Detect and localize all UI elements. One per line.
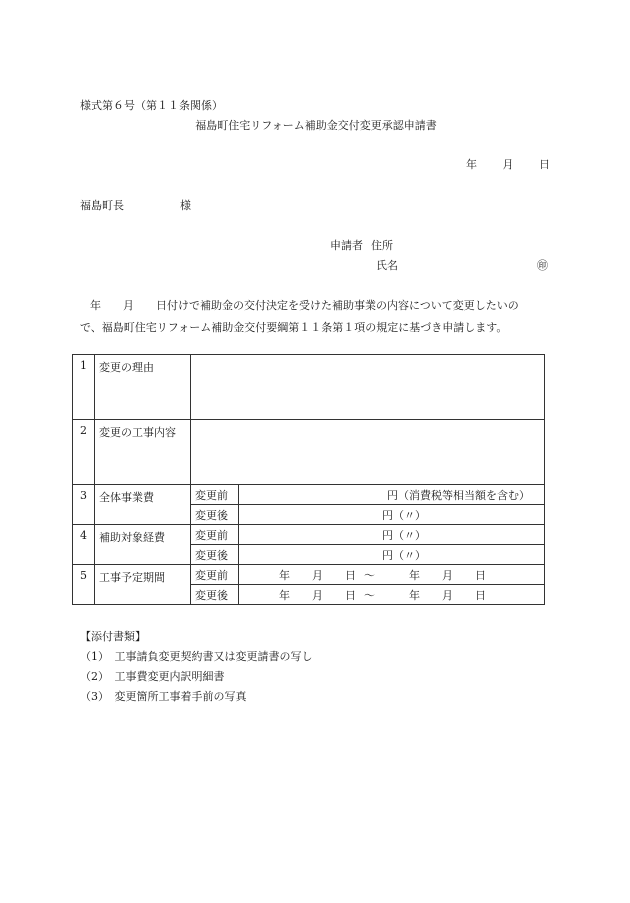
row-number: 4 [73, 525, 95, 565]
body-line-2: で、福島町住宅リフォーム補助金交付要綱第１１条第１項の規定に基づき申請します。 [80, 321, 508, 334]
period-tilde: 〜 [364, 568, 375, 582]
period-month: 月 [442, 568, 453, 582]
content-cell [191, 420, 545, 485]
row-number: 2 [73, 420, 95, 485]
table-row [73, 525, 545, 545]
row-item: 変更の工事内容 [95, 420, 191, 485]
amount-cell: 円（消費税等相当額を含む） [239, 485, 545, 505]
address-label: 住所 [371, 239, 393, 252]
period-cell [239, 585, 545, 605]
date-line [452, 156, 550, 172]
document-title: 福島町住宅リフォーム補助金交付変更承認申請書 [195, 119, 437, 132]
amount-cell: 円（〃） [239, 525, 545, 545]
period-day: 日 [475, 588, 486, 602]
before-label: 変更前 [191, 565, 239, 585]
change-details-table [72, 354, 545, 605]
period-cell [239, 565, 545, 585]
period-year: 年 [409, 588, 420, 602]
row-item: 工事予定期間 [95, 565, 191, 605]
reason-cell [191, 355, 545, 420]
period-year: 年 [279, 588, 290, 602]
row-item: 変更の理由 [95, 355, 191, 420]
applicant-name-label: 氏名 [376, 259, 398, 272]
applicant-label: 申請者 [330, 239, 363, 252]
attachment-item: （1） 工事請負変更契約書又は変更請書の写し [80, 650, 313, 663]
body-paragraph [80, 295, 552, 339]
seal-mark: ㊞ [537, 259, 548, 272]
date-month: 月 [502, 158, 514, 171]
addressee [80, 197, 191, 213]
attachment-item: （3） 変更箇所工事着手前の写真 [80, 690, 247, 703]
after-label: 変更後 [191, 505, 239, 525]
row-number: 3 [73, 485, 95, 525]
before-label: 変更前 [191, 525, 239, 545]
applicant-address-row [330, 237, 393, 253]
period-year: 年 [409, 568, 420, 582]
table-row [73, 565, 545, 585]
form-number: 様式第６号（第１１条関係） [80, 99, 223, 112]
period-day: 日 [475, 568, 486, 582]
amount-cell: 円（〃） [239, 545, 545, 565]
after-label: 変更後 [191, 545, 239, 565]
date-day: 日 [539, 158, 550, 171]
period-tilde: 〜 [364, 588, 375, 602]
period-month: 月 [312, 588, 323, 602]
attachment-item: （2） 工事費変更内訳明細書 [80, 670, 225, 683]
row-number: 1 [73, 355, 95, 420]
table-row [73, 485, 545, 505]
period-day: 日 [345, 588, 356, 602]
row-item: 全体事業費 [95, 485, 191, 525]
attachments-heading: 【添付書類】 [80, 630, 146, 643]
period-day: 日 [345, 568, 356, 582]
period-month: 月 [442, 588, 453, 602]
addressee-honorific: 様 [180, 199, 191, 212]
table-row [73, 355, 545, 420]
period-month: 月 [312, 568, 323, 582]
addressee-name: 福島町長 [80, 199, 124, 212]
row-item: 補助対象経費 [95, 525, 191, 565]
amount-cell: 円（〃） [239, 505, 545, 525]
row-number: 5 [73, 565, 95, 605]
period-year: 年 [279, 568, 290, 582]
table-row [73, 420, 545, 485]
date-year: 年 [466, 158, 477, 171]
before-label: 変更前 [191, 485, 239, 505]
after-label: 変更後 [191, 585, 239, 605]
body-line-1: 年 月 日付けで補助金の交付決定を受けた補助事業の内容について変更したいの [90, 299, 519, 312]
